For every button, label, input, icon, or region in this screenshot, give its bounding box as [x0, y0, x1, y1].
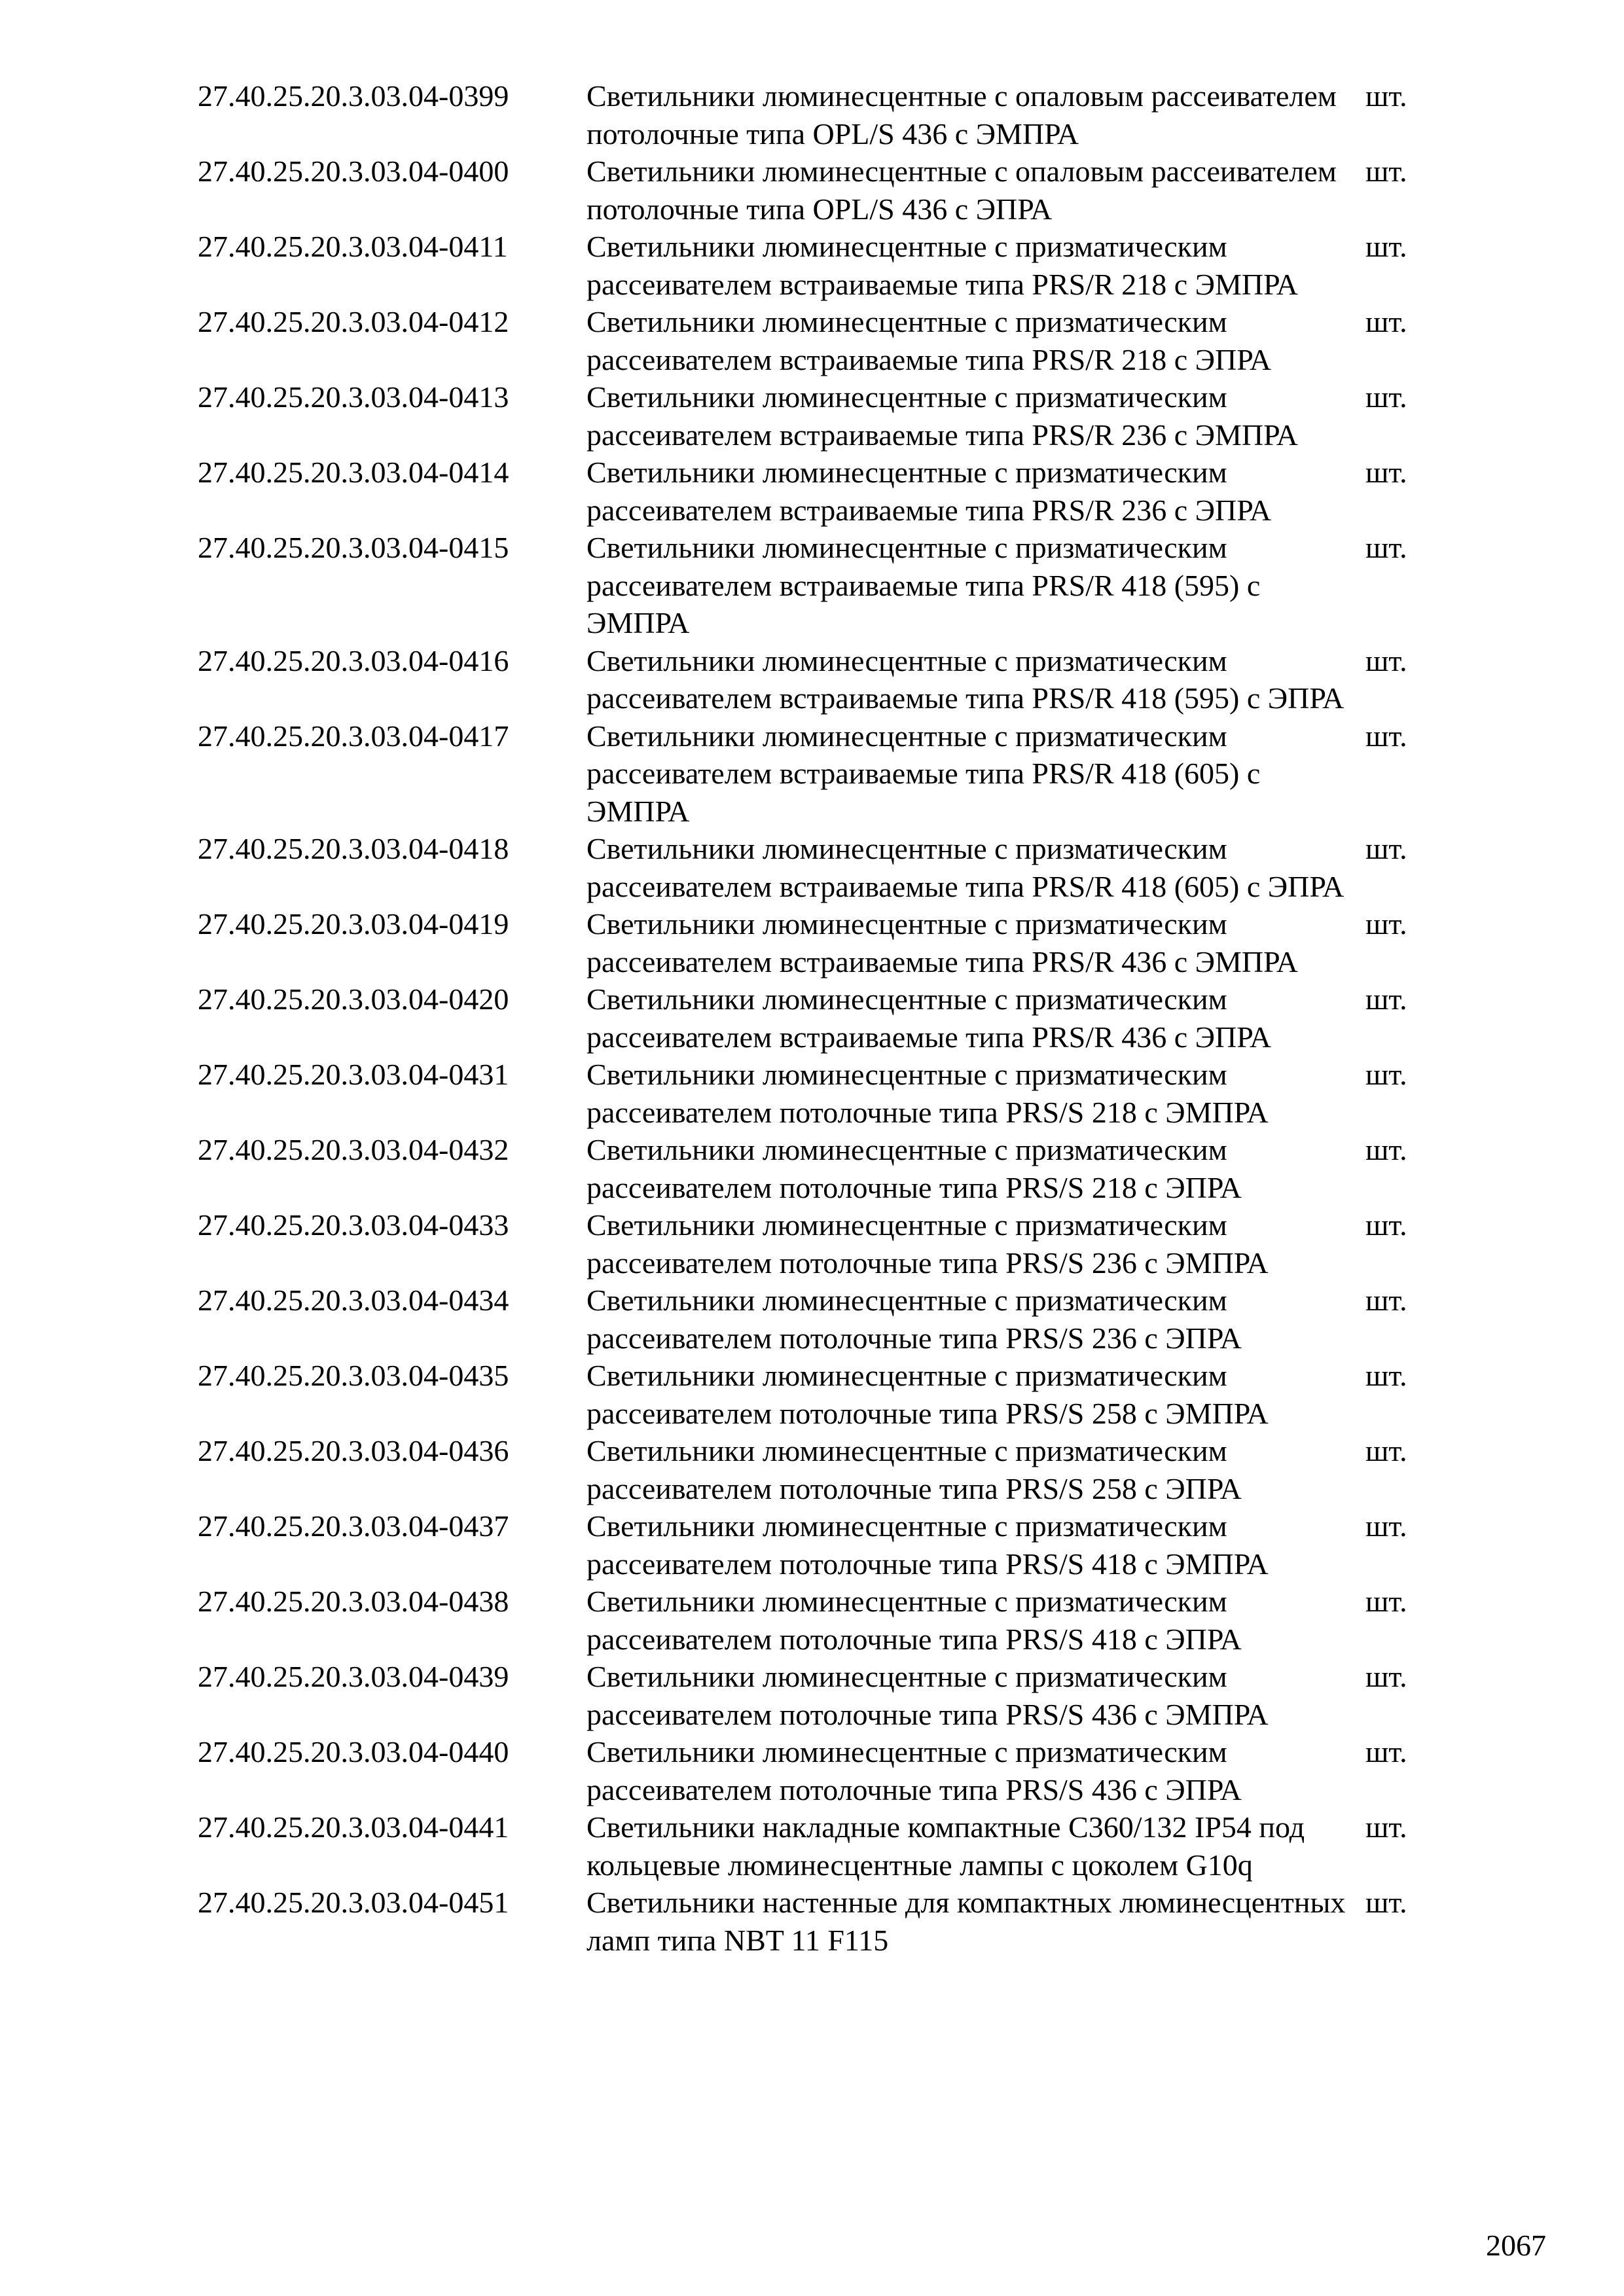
resource-code: 27.40.25.20.3.03.04-0437 — [198, 1509, 509, 1543]
resource-unit: шт. — [1365, 1133, 1407, 1166]
table-row — [198, 378, 1441, 454]
resource-unit: шт. — [1365, 1058, 1407, 1091]
resource-unit: шт. — [1365, 1509, 1407, 1543]
resource-name: Светильники люминесцентные с призматическим рассеивателем встраиваемые типа PRS/R 418 (605) с ЭМПРА — [586, 719, 1261, 828]
table-row — [198, 717, 1441, 831]
table-row — [198, 1131, 1441, 1206]
table-row — [198, 152, 1441, 228]
resource-unit: шт. — [1365, 456, 1407, 489]
resource-unit: шт. — [1365, 1359, 1407, 1392]
table-row — [198, 1056, 1441, 1131]
resource-name: Светильники люминесцентные с призматическим рассеивателем встраиваемые типа PRS/R 418 (595) с ЭПРА — [586, 643, 1344, 715]
resource-code: 27.40.25.20.3.03.04-0451 — [198, 1886, 509, 1919]
resource-code: 27.40.25.20.3.03.04-0414 — [198, 456, 509, 489]
resource-code: 27.40.25.20.3.03.04-0419 — [198, 907, 509, 941]
resource-name: Светильники накладные компактные С360/132 IP54 под кольцевые люминесцентные лампы с цоколем G10q — [586, 1810, 1305, 1882]
table-row — [198, 228, 1441, 303]
resource-unit: шт. — [1365, 531, 1407, 564]
resource-code: 27.40.25.20.3.03.04-0411 — [198, 230, 508, 263]
table-row — [198, 1808, 1441, 1884]
resource-code: 27.40.25.20.3.03.04-0417 — [198, 719, 509, 753]
resource-code: 27.40.25.20.3.03.04-0418 — [198, 832, 509, 865]
resource-code: 27.40.25.20.3.03.04-0435 — [198, 1359, 509, 1392]
resource-unit: шт. — [1365, 1735, 1407, 1768]
resource-name: Светильники люминесцентные с призматическим рассеивателем встраиваемые типа PRS/R 418 (595) с ЭМПРА — [586, 531, 1261, 639]
resource-name: Светильники люминесцентные с призматическим рассеивателем потолочные типа PRS/S 218 с ЭМПРА — [586, 1058, 1269, 1129]
resource-name: Светильники люминесцентные с призматическим рассеивателем потолочные типа PRS/S 418 с ЭПРА — [586, 1585, 1242, 1656]
resource-code: 27.40.25.20.3.03.04-0433 — [198, 1208, 509, 1242]
resource-unit: шт. — [1365, 79, 1407, 113]
resource-name: Светильники люминесцентные с призматическим рассеивателем встраиваемые типа PRS/R 236 с ЭПРА — [586, 456, 1272, 527]
table-row — [198, 1583, 1441, 1658]
resource-table — [198, 77, 1441, 1959]
resource-unit: шт. — [1365, 643, 1407, 677]
resource-code: 27.40.25.20.3.03.04-0420 — [198, 982, 509, 1016]
resource-unit: шт. — [1365, 380, 1407, 414]
table-row — [198, 1507, 1441, 1583]
resource-name: Светильники люминесцентные с призматическим рассеивателем встраиваемые типа PRS/R 218 с ЭПРА — [586, 305, 1272, 376]
resource-unit: шт. — [1365, 305, 1407, 338]
resource-name: Светильники люминесцентные с призматическим рассеивателем встраиваемые типа PRS/R 418 (605) с ЭПРА — [586, 832, 1344, 903]
table-row — [198, 905, 1441, 980]
resource-name: Светильники люминесцентные с призматическим рассеивателем потолочные типа PRS/S 436 с ЭМПРА — [586, 1660, 1269, 1731]
table-row — [198, 1432, 1441, 1507]
resource-name: Светильники люминесцентные с призматическим рассеивателем потолочные типа PRS/S 258 с ЭМПРА — [586, 1359, 1269, 1430]
resource-unit: шт. — [1365, 1208, 1407, 1242]
resource-name: Светильники люминесцентные с призматическим рассеивателем встраиваемые типа PRS/R 436 с ЭПРА — [586, 982, 1272, 1054]
resource-code: 27.40.25.20.3.03.04-0431 — [198, 1058, 509, 1091]
table-row — [198, 1282, 1441, 1357]
table-row — [198, 1884, 1441, 1959]
table-row — [198, 1658, 1441, 1733]
table-row — [198, 454, 1441, 529]
resource-unit: шт. — [1365, 1585, 1407, 1618]
table-row — [198, 1357, 1441, 1432]
resource-name: Светильники настенные для компактных люминесцентных ламп типа NBT 11 F115 — [586, 1886, 1346, 1957]
table-row — [198, 529, 1441, 642]
resource-unit: шт. — [1365, 1660, 1407, 1693]
resource-code: 27.40.25.20.3.03.04-0439 — [198, 1660, 509, 1693]
resource-unit: шт. — [1365, 154, 1407, 188]
table-row — [198, 830, 1441, 905]
resource-code: 27.40.25.20.3.03.04-0432 — [198, 1133, 509, 1166]
resource-code: 27.40.25.20.3.03.04-0416 — [198, 643, 509, 677]
resource-code: 27.40.25.20.3.03.04-0413 — [198, 380, 509, 414]
resource-code: 27.40.25.20.3.03.04-0400 — [198, 154, 509, 188]
resource-name: Светильники люминесцентные с опаловым рассеивателем потолочные типа OPL/S 436 с ЭМПРА — [586, 79, 1337, 151]
resource-name: Светильники люминесцентные с призматическим рассеивателем потолочные типа PRS/S 218 с ЭПРА — [586, 1133, 1242, 1204]
resource-code: 27.40.25.20.3.03.04-0436 — [198, 1434, 509, 1467]
resource-code: 27.40.25.20.3.03.04-0440 — [198, 1735, 509, 1768]
resource-name: Светильники люминесцентные с призматическим рассеивателем потолочные типа PRS/S 236 с ЭПРА — [586, 1283, 1242, 1355]
resource-unit: шт. — [1365, 907, 1407, 941]
resource-code: 27.40.25.20.3.03.04-0434 — [198, 1283, 509, 1317]
resource-unit: шт. — [1365, 1283, 1407, 1317]
resource-code: 27.40.25.20.3.03.04-0415 — [198, 531, 509, 564]
resource-code: 27.40.25.20.3.03.04-0399 — [198, 79, 509, 113]
resource-unit: шт. — [1365, 719, 1407, 753]
table-row — [198, 1733, 1441, 1808]
resource-code: 27.40.25.20.3.03.04-0441 — [198, 1810, 509, 1844]
resource-name: Светильники люминесцентные с призматическим рассеивателем потолочные типа PRS/S 236 с ЭМПРА — [586, 1208, 1269, 1280]
resource-unit: шт. — [1365, 832, 1407, 865]
resource-name: Светильники люминесцентные с призматическим рассеивателем встраиваемые типа PRS/R 236 с ЭМПРА — [586, 380, 1299, 452]
table-row — [198, 980, 1441, 1056]
resource-name: Светильники люминесцентные с призматическим рассеивателем потолочные типа PRS/S 258 с ЭПРА — [586, 1434, 1242, 1505]
resource-name: Светильники люминесцентные с призматическим рассеивателем встраиваемые типа PRS/R 436 с ЭМПРА — [586, 907, 1299, 978]
resource-unit: шт. — [1365, 1434, 1407, 1467]
resource-name: Светильники люминесцентные с опаловым рассеивателем потолочные типа OPL/S 436 с ЭПРА — [586, 154, 1337, 226]
page-number: 2067 — [1486, 2229, 1546, 2262]
resource-name: Светильники люминесцентные с призматическим рассеивателем встраиваемые типа PRS/R 218 с ЭМПРА — [586, 230, 1299, 301]
resource-code: 27.40.25.20.3.03.04-0438 — [198, 1585, 509, 1618]
resource-unit: шт. — [1365, 1810, 1407, 1844]
table-row — [198, 1206, 1441, 1282]
table-row — [198, 77, 1441, 152]
resource-unit: шт. — [1365, 1886, 1407, 1919]
table-row — [198, 303, 1441, 378]
resource-name: Светильники люминесцентные с призматическим рассеивателем потолочные типа PRS/S 418 с ЭМПРА — [586, 1509, 1269, 1581]
resource-code: 27.40.25.20.3.03.04-0412 — [198, 305, 509, 338]
table-row — [198, 642, 1441, 717]
resource-unit: шт. — [1365, 230, 1407, 263]
resource-name: Светильники люминесцентные с призматическим рассеивателем потолочные типа PRS/S 436 с ЭПРА — [586, 1735, 1242, 1806]
resource-unit: шт. — [1365, 982, 1407, 1016]
